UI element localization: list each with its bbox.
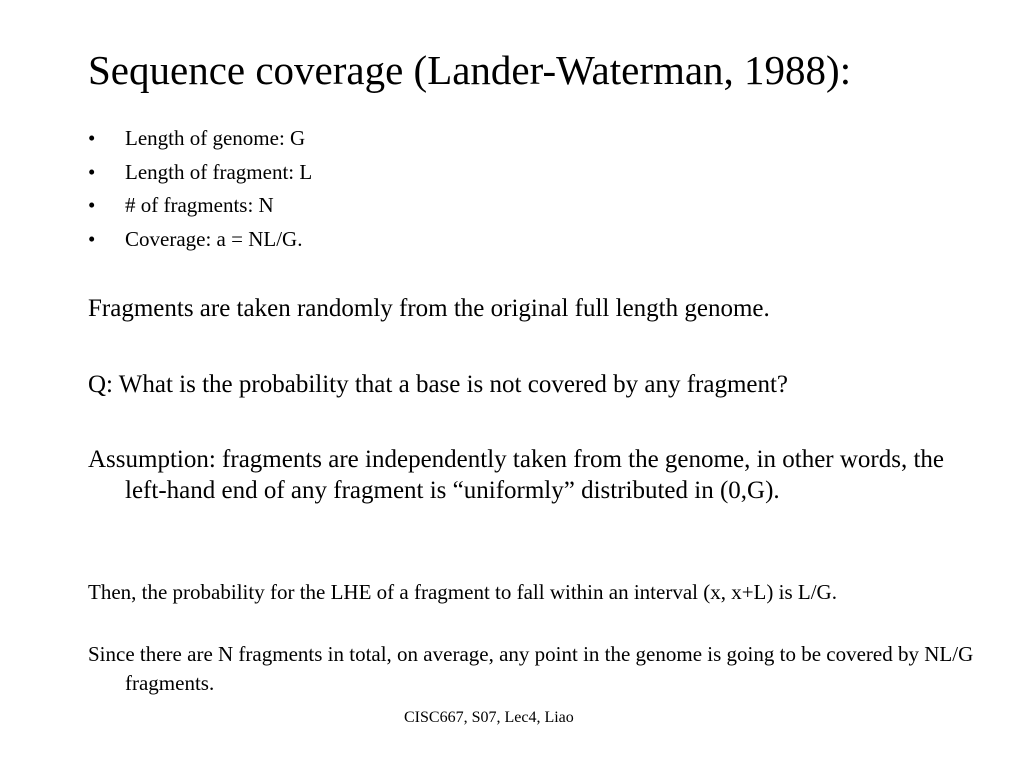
bullet-text: Length of genome: G xyxy=(125,126,306,150)
list-item xyxy=(88,189,312,223)
bullet-text: Coverage: a = NL/G. xyxy=(125,226,303,251)
list-item xyxy=(88,156,312,190)
bullet-text: # of fragments: N xyxy=(125,193,274,217)
slide-title: Sequence coverage (Lander-Waterman, 1988): xyxy=(88,47,852,93)
slide-footer: CISC667, S07, Lec4, Liao xyxy=(404,709,574,726)
paragraph-fragments-random: Fragments are taken randomly from the original full length genome. xyxy=(88,295,770,322)
bullet-icon: • xyxy=(88,126,96,150)
bullet-icon: • xyxy=(88,226,96,251)
paragraph-probability: Then, the probability for the LHE of a fragment to fall within an interval (x, x+L) is L/G. xyxy=(88,580,837,604)
paragraph-assumption: Assumption: fragments are independently taken from the genome, in other words, the left-hand end of any fragment is “uniformly” distributed in (0,G). xyxy=(88,446,945,504)
bullet-icon: • xyxy=(88,193,96,217)
bullet-list xyxy=(88,122,312,256)
paragraph-coverage: Since there are N fragments in total, on average, any point in the genome is going to be covered by NL/G fragments. xyxy=(88,642,974,695)
list-item xyxy=(88,122,312,156)
bullet-text: Length of fragment: L xyxy=(125,159,313,184)
bullet-icon: • xyxy=(88,159,96,184)
list-item xyxy=(88,223,312,257)
paragraph-question: Q: What is the probability that a base is not covered by any fragment? xyxy=(88,371,789,398)
